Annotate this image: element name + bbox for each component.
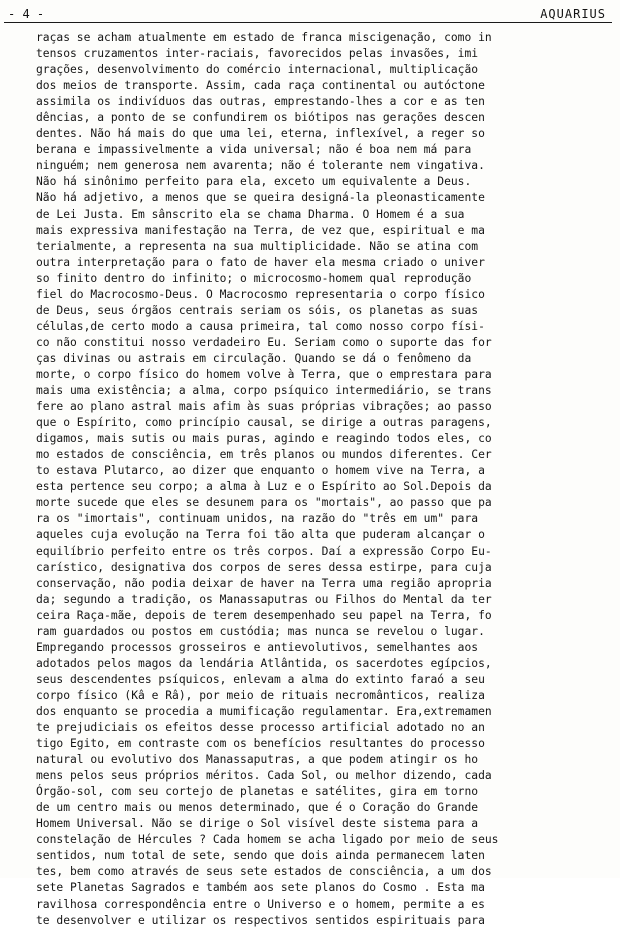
text-line: tigo Egito, em contraste com os benefícios resultantes do processo <box>36 737 485 751</box>
text-line: so finito dentro do infinito; o microcosmo-homem qual reprodução <box>36 271 472 285</box>
text-line: fere ao plano astral mais afim às suas próprias vibrações; ao passo <box>36 400 492 414</box>
text-line: ravilhosa correspondência entre o Universo e o homem, permite a es <box>36 897 485 911</box>
text-line: dos meios de transporte. Assim, cada raça continental ou autóctone <box>36 79 485 93</box>
text-line: ram guardados ou postos em custódia; mas nunca se revelou o lugar. <box>36 624 485 638</box>
text-line: que o Espírito, como princípio causal, se dirige a outras paragens, <box>36 416 492 430</box>
text-line: terialmente, a representa na sua multiplicidade. Não se atina com <box>36 239 479 253</box>
text-line: mais expressiva manifestação na Terra, de vez que, espiritual e ma <box>36 223 485 237</box>
text-line: ninguém; nem generosa nem avarenta; não é tolerante nem vingativa. <box>36 159 485 173</box>
text-line: ças divinas ou astrais em circulação. Quando se dá o fenômeno da <box>36 351 472 365</box>
text-line: outra interpretação para o fato de haver ela mesma criado o univer <box>36 255 485 269</box>
text-line: seus descendentes psíquicos, enlevam a alma do extinto faraó a seu <box>36 672 485 686</box>
text-line: digamos, mais sutis ou mais puras, agindo e reagindo todos eles, co <box>36 432 492 446</box>
text-line: Homem Universal. Não se dirige o Sol visível deste sistema para a <box>36 817 479 831</box>
text-line: raças se acham atualmente em estado de franca miscigenação, como in <box>36 31 492 44</box>
text-line: Não há adjetivo, a menos que se queira designá-la pleonasticamente <box>36 191 485 205</box>
text-line: de Lei Justa. Em sânscrito ela se chama Dharma. O Homem é a sua <box>36 207 465 221</box>
text-line: te desenvolver e utilizar os respectivos sentidos espirituais para <box>36 913 485 927</box>
text-line: conservação, não podia deixar de haver na Terra uma região apropria <box>36 576 492 590</box>
text-line: mens pelos seus próprios méritos. Cada Sol, ou melhor dizendo, cada <box>36 769 492 783</box>
text-line: corpo físico (Kâ e Râ), por meio de rituais necromânticos, realiza <box>36 688 485 702</box>
text-line: Não há sinônimo perfeito para ela, exceto um equivalente a Deus. <box>36 175 472 189</box>
running-title: AQUARIUS <box>540 7 606 21</box>
text-line: berana e impassivelmente a vida universal; não é boa nem má para <box>36 143 472 157</box>
text-line: tensos cruzamentos inter-raciais, favorecidos pelas invasões, imi <box>36 47 479 61</box>
text-line: células,de certo modo a causa primeira, tal como nosso corpo físi- <box>36 319 485 333</box>
text-line: de Deus, seus órgãos centrais seriam os sóis, os planetas as suas <box>36 303 479 317</box>
text-line: Órgão-sol, com seu cortejo de planetas e satélites, gira em torno <box>36 785 479 799</box>
text-line: dentes. Não há mais do que uma lei, eterna, inflexível, a reger so <box>36 127 485 141</box>
text-line: carístico, designativa dos corpos de seres dessa estirpe, para cuja <box>36 560 492 574</box>
text-line: dos enquanto se procedia a mumificação regulamentar. Era,extremamen <box>36 704 492 718</box>
text-line: morte, o corpo físico do homem volve à Terra, que o emprestara para <box>36 367 492 381</box>
text-line: dências, a ponto de se confundirem os biótipos nas gerações descen <box>36 111 485 125</box>
text-line: tes, bem como através de seus sete estados de consciência, a um dos <box>36 865 492 879</box>
text-line: sete Planetas Sagrados e também aos sete planos do Cosmo . Esta ma <box>36 881 485 895</box>
text-line: assimila os indivíduos das outras, emprestando-lhes a cor e as ten <box>36 95 485 109</box>
text-line: mais uma existência; a alma, corpo psíquico intermediário, se trans <box>36 384 492 398</box>
body-text <box>36 30 618 929</box>
text-line: grações, desenvolvimento do comércio internacional, multiplicação <box>36 63 479 77</box>
text-line: Empregando processos grosseiros e antievolutivos, semelhantes aos <box>36 640 479 654</box>
header-rule <box>4 22 612 23</box>
text-line: mo estados de consciência, em três planos ou mundos diferentes. Cer <box>36 448 492 462</box>
text-line: aqueles cuja evolução na Terra foi tão alta que puderam alcançar o <box>36 528 485 542</box>
page-number: - 4 - <box>8 7 45 21</box>
text-line: to estava Plutarco, ao dizer que enquanto o homem vive na Terra, a <box>36 464 485 478</box>
page-header <box>8 6 606 22</box>
text-line: constelação de Hércules ? Cada homem se acha ligado por meio de seus <box>36 833 499 847</box>
text-line: sentidos, num total de sete, sendo que dois ainda permanecem laten <box>36 849 485 863</box>
text-line: adotados pelos magos da lendária Atlântida, os sacerdotes egípcios, <box>36 656 492 670</box>
text-line: fiel do Macrocosmo-Deus. O Macrocosmo representaria o corpo físico <box>36 287 485 301</box>
text-line: co não constitui nosso verdadeiro Eu. Seriam como o suporte das for <box>36 335 492 349</box>
text-line: da; segundo a tradição, os Manassaputras ou Filhos do Mental da ter <box>36 592 492 606</box>
text-line: equilíbrio perfeito entre os três corpos. Daí a expressão Corpo Eu- <box>36 544 492 558</box>
text-line: natural ou evolutivo dos Manassaputras, a que podem atingir os ho <box>36 753 479 767</box>
text-line: ra os "imortais", continuam unidos, na razão do "três em um" para <box>36 512 479 526</box>
text-line: esta pertence seu corpo; a alma à Luz e o Espírito ao Sol.Depois da <box>36 480 492 494</box>
text-line: te prejudiciais os efeitos desse processo artificial adotado no an <box>36 721 485 735</box>
text-line: morte sucede que eles se desunem para os "mortais", ao passo que pa <box>36 496 492 510</box>
text-line: de um centro mais ou menos determinado, que é o Coração do Grande <box>36 801 479 815</box>
text-line: ceira Raça-mãe, depois de terem desempenhado seu papel na Terra, fo <box>36 608 492 622</box>
